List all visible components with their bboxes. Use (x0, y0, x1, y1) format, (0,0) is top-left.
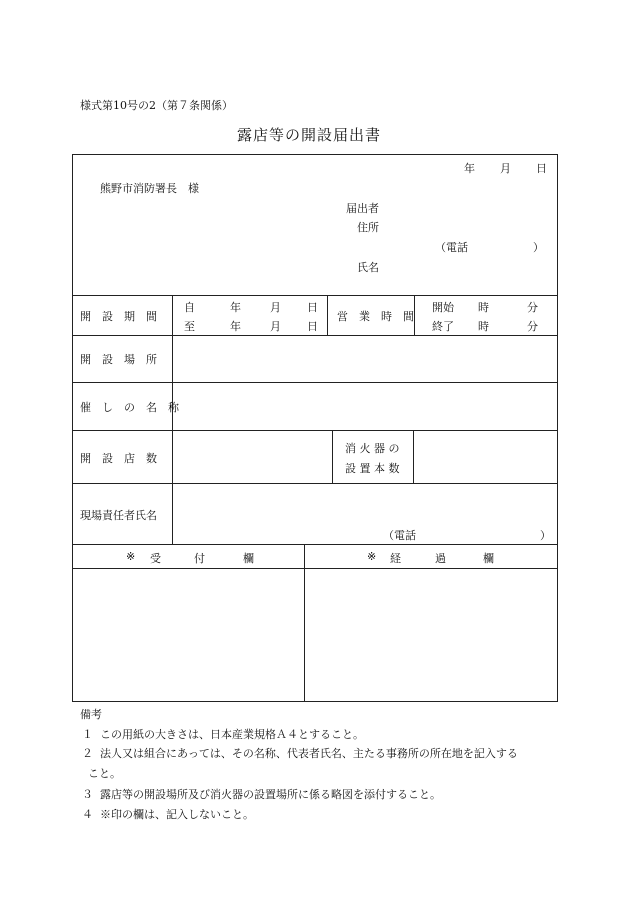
reception-char-3: 欄 (243, 552, 254, 565)
progress-char-2: 過 (435, 552, 446, 565)
stores-label: 開 設 店 数 (80, 452, 157, 465)
hours-end-minute: 分 (527, 320, 538, 333)
extinguisher-label-1: 消 火 器 の (345, 442, 400, 455)
page-title: 露店等の開設届出書 (237, 126, 382, 144)
business-hours-label: 営 業 時 間 (337, 310, 414, 323)
address-label: 住所 (357, 221, 379, 234)
progress-mark: ※ (367, 550, 377, 563)
phone-open: （電話 (435, 241, 468, 254)
note-text: ※印の欄は、記入しないこと。 (100, 808, 254, 821)
manager-phone-close: ） (540, 529, 551, 542)
period-from: 自 (184, 301, 195, 314)
date-month: 月 (500, 162, 511, 175)
phone-close: ） (533, 241, 544, 254)
period-from-year: 年 (230, 301, 241, 314)
date-day: 日 (536, 162, 547, 175)
hours-end: 終了 (432, 320, 454, 333)
note-num: ４ (82, 808, 93, 821)
reception-char-1: 受 (150, 552, 161, 565)
form-id: 様式第10号の2（第７条関係） (80, 99, 233, 112)
extinguisher-label-2: 設 置 本 数 (345, 462, 400, 475)
hours-start-hour: 時 (478, 301, 489, 314)
manager-label: 現場責任者氏名 (80, 509, 157, 522)
name-label: 氏名 (357, 261, 379, 274)
note-text: この用紙の大きさは、日本産業規格Ａ４とすること。 (100, 728, 364, 741)
hours-start-minute: 分 (527, 301, 538, 314)
note-num: １ (82, 728, 93, 741)
period-label: 開 設 期 間 (80, 310, 157, 323)
hours-end-hour: 時 (478, 320, 489, 333)
note-num: ３ (82, 788, 93, 801)
event-name-label: 催 し の 名 称 (80, 401, 179, 414)
note-text-cont: こと。 (88, 767, 121, 780)
addressee: 熊野市消防署長 様 (100, 182, 199, 195)
manager-phone-open: （電話 (383, 529, 416, 542)
period-to-year: 年 (230, 320, 241, 333)
period-from-day: 日 (307, 301, 318, 314)
period-to: 至 (184, 320, 195, 333)
period-to-month: 月 (270, 320, 281, 333)
location-label: 開 設 場 所 (80, 353, 157, 366)
date-year: 年 (464, 162, 475, 175)
progress-char-3: 欄 (483, 552, 494, 565)
notes-heading: 備考 (80, 708, 102, 721)
note-text: 露店等の開設場所及び消火器の設置場所に係る略図を添付すること。 (100, 788, 441, 801)
progress-char-1: 経 (390, 552, 401, 565)
reception-mark: ※ (126, 550, 136, 563)
note-text: 法人又は組合にあっては、その名称、代表者氏名、主たる事務所の所在地を記入する (100, 747, 518, 760)
applicant-label: 届出者 (346, 202, 379, 215)
reception-char-2: 付 (194, 552, 205, 565)
period-from-month: 月 (270, 301, 281, 314)
note-num: ２ (82, 747, 93, 760)
period-to-day: 日 (307, 320, 318, 333)
hours-start: 開始 (432, 301, 454, 314)
